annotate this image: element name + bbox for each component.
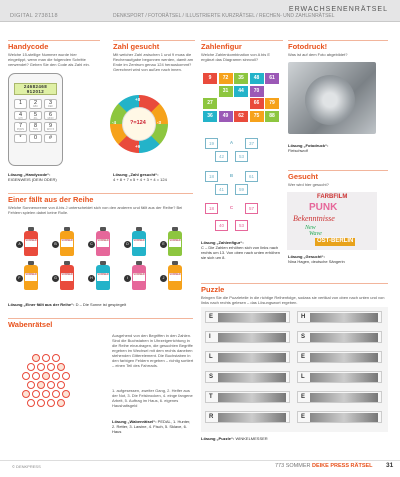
screen-line: 912012 [26, 89, 45, 95]
key: 0 [29, 134, 42, 144]
puzzle-letter: E [209, 314, 214, 320]
bottle-label: SOMMER [25, 273, 37, 281]
collage-word: OST-BERLIN [317, 238, 354, 244]
option-cell: 61 [245, 171, 258, 182]
option-cell: 53 [235, 220, 248, 231]
puzzle-letter: T [209, 394, 213, 400]
puzzle-solution: Lösung „Puzzle“: WINKELMESSER [201, 436, 268, 441]
bottle-letter: B [52, 241, 59, 248]
number-cell: 75 [250, 111, 264, 122]
handycode-solution: Lösung „Handycode“: EIGENWEIS (DEIN ODER) [8, 172, 57, 182]
puzzle-image [218, 333, 286, 342]
number-cell: 72 [219, 73, 233, 84]
einer-title: Einer fällt aus der Reihe [8, 195, 94, 204]
bottle-label: SOMMER [97, 273, 109, 281]
honeycomb-cell [47, 381, 55, 389]
puzzle-letter: I [209, 334, 211, 340]
number-cell: 31 [219, 86, 233, 97]
key: 9 WXYZ [44, 122, 57, 132]
bottle-letter: E [160, 241, 167, 248]
bottle-letter: C [88, 241, 95, 248]
honeycomb-cell [57, 363, 65, 371]
puzzle-piece [205, 391, 290, 403]
honeycomb-cell [62, 390, 70, 398]
bottle-label: SOMMER [169, 273, 181, 281]
number-cell: 36 [203, 111, 217, 122]
collage-area [287, 192, 377, 250]
number-cell: 62 [234, 111, 248, 122]
number-figure-grid [203, 73, 281, 122]
puzzle-image [310, 413, 378, 422]
handycode-text: Welche 15-stellige Nummer wurde hier eingetippt, wenn man die folgenden Schritte verwendet? Geben Sie den Code als Zahl ein. [8, 52, 90, 67]
gesucht-text: Wer wird hier gesucht? [288, 182, 329, 187]
fotodruck-solution: Lösung „Fotodruck“: Fleischwolf [288, 143, 329, 153]
honeycomb-cell [57, 381, 65, 389]
number-cell [234, 98, 248, 109]
option-cell: 41 [215, 184, 228, 195]
bottle-label: SOMMER [133, 273, 145, 281]
key: 6 MNO [44, 111, 57, 121]
number-cell: 79 [265, 98, 279, 109]
gesucht-title: Gesucht [288, 172, 319, 181]
phone-keypad [14, 99, 57, 143]
puzzle-letter: E [301, 394, 306, 400]
bottle-letter: G [52, 275, 59, 282]
wheel-center-text: ?=124 [130, 120, 146, 126]
puzzle-text: Bringen Sie die Puzzleteile in die richtige Reihenfolge, sodass sie vertikal von oben nach unten und von links nach rechts gelesen – das Lösungswort ergeben. [201, 295, 385, 305]
puzzle-letter: E [301, 414, 306, 420]
puzzle-image [310, 353, 378, 362]
honeycomb-cell [52, 372, 60, 380]
option-label: B [225, 171, 238, 182]
collage-word: FARBFILM [317, 194, 348, 200]
honeycomb-cell [57, 399, 65, 407]
key: 4 GHI [14, 111, 27, 121]
puzzle-pieces [201, 307, 388, 432]
honeycomb-cell [47, 363, 55, 371]
honeycomb-cell [52, 390, 60, 398]
puzzle-image [218, 413, 286, 422]
figure-options [205, 138, 275, 218]
waben-title: Wabenrätsel [8, 320, 53, 329]
fotodruck-title: Fotodruck! [288, 42, 328, 51]
bottle-letter: J [160, 275, 167, 282]
section-rule [288, 40, 388, 41]
honeycomb-cell [52, 354, 60, 362]
key: * [14, 134, 27, 144]
number-cell [219, 98, 233, 109]
puzzle-image [218, 373, 286, 382]
honeycomb-cell [42, 390, 50, 398]
number-cell: 61 [265, 73, 279, 84]
key: 7 PQRS [14, 122, 27, 132]
number-wheel [110, 95, 168, 153]
grinder-plate [305, 75, 355, 125]
puzzle-piece [297, 311, 382, 323]
puzzle-piece [205, 331, 290, 343]
footer-divider [0, 460, 400, 461]
zahlenfigur-text: Welche Zahlenkombination von A bis E ergänzt das Diagramm sinnvoll? [201, 52, 271, 62]
option-cell: 42 [215, 151, 228, 162]
key: 2 ABC [29, 99, 42, 109]
honeycomb-cell [32, 354, 40, 362]
handycode-title: Handycode [8, 42, 49, 51]
sunscreen-bottle [24, 231, 38, 256]
zahlenfigur-solution: Lösung „Zahlenfigur“: C – Die Zahlen erhöhen sich von links nach rechts um 13. Von oben nach unten erhöhen sie sich um 8. [201, 240, 280, 260]
puzzle-letter: S [301, 334, 306, 340]
sunscreen-bottle [132, 265, 146, 290]
sunscreen-bottles [8, 225, 193, 295]
honeycomb-cell [42, 372, 50, 380]
header-divider [0, 21, 400, 22]
puzzle-piece [205, 351, 290, 363]
wheel-op: -3 [157, 120, 162, 125]
puzzle-piece [297, 351, 382, 363]
sunscreen-bottle [24, 265, 38, 290]
waben-hint: 1. aufgesessen, zweiter Gang, 2. Helfer aus der Not, 3. Die Felsbrocken, 4. einge fangene Arbeit, 5. Auftrag im Haus, 6. eigenes Haushaltsgeld [112, 388, 193, 408]
page-number: 31 [386, 462, 394, 469]
honeycomb-cell [22, 372, 30, 380]
honeycomb-cell [22, 390, 30, 398]
puzzle-title: Puzzle [201, 285, 225, 294]
collage-word: Wave [309, 231, 322, 237]
footer-publication: 773 SOMMER DEIKE PRESS RÄTSEL [275, 463, 373, 469]
zahlenfigur-title: Zahlenfigur [201, 42, 242, 51]
option-cell: 18 [205, 171, 218, 182]
honeycomb-cell [27, 381, 35, 389]
puzzle-piece [297, 391, 382, 403]
number-cell: 49 [219, 111, 233, 122]
honeycomb-cell [47, 399, 55, 407]
fotodruck-text: Was ist auf dem Foto abgebildet? [288, 52, 348, 57]
collage-word: Bekenntnisse [293, 214, 335, 223]
zahl-solution: Lösung „Zahl gesucht“: 4 + 8 + 7 x 5 + 4 + 3 + 4 = 124 [113, 172, 167, 182]
puzzle-letter: R [209, 414, 214, 420]
phone-screen [14, 83, 57, 95]
section-rule [201, 40, 283, 41]
section-rule [8, 318, 193, 319]
footer-copyright: © DENKPRESS [12, 464, 41, 469]
puzzle-piece [297, 411, 382, 423]
zahl-text: Mit welcher Zahl zwischen 1 und 9 muss die Rechenaufgabe begonnen werden, damit am Ende im Zentrum genau 124 herauskommt? Gerechnet wird von außen nach innen. [113, 52, 194, 72]
bottle-label: SOMMER [97, 239, 109, 247]
bottle-label: SOMMER [25, 239, 37, 247]
puzzle-image [218, 393, 286, 402]
option-label: A [225, 138, 238, 149]
key: 5 JKL [29, 111, 42, 121]
puzzle-piece [205, 311, 290, 323]
number-cell [265, 86, 279, 97]
option-cell: 18 [205, 203, 218, 214]
key: 1 [14, 99, 27, 109]
honeycomb-cell [27, 399, 35, 407]
puzzle-letter: S [209, 374, 214, 380]
sunscreen-bottle [168, 231, 182, 256]
number-cell: 35 [234, 73, 248, 84]
gesucht-solution: Lösung „Gesucht“: Nina Hagen, deutsche Sängerin [288, 254, 345, 264]
puzzle-image [218, 353, 286, 362]
sunscreen-bottle [96, 231, 110, 256]
section-rule [201, 283, 388, 284]
puzzle-image [310, 373, 378, 382]
section-rule [8, 40, 100, 41]
bottle-label: SOMMER [61, 273, 73, 281]
section-rule [113, 40, 195, 41]
honeycomb-cell [37, 363, 45, 371]
puzzle-piece [205, 411, 290, 423]
bottle-label: SOMMER [61, 239, 73, 247]
puzzle-letter: E [301, 354, 306, 360]
phone-illustration [8, 73, 63, 166]
puzzle-piece [205, 371, 290, 383]
header-category: DENKSPORT / FOTORÄTSEL / ILLUSTRIERTE KURZRÄTSEL / RECHEN- UND ZAHLENRÄTSEL [113, 13, 335, 19]
wheel-op: +9 [135, 144, 141, 149]
option-label: C [225, 203, 238, 214]
honeycomb-cell [37, 399, 45, 407]
screen-line: 24682468 [23, 84, 48, 89]
sunscreen-bottle [60, 231, 74, 256]
bottle-letter: F [16, 275, 23, 282]
wheel-center [122, 107, 156, 141]
option-cell: 53 [235, 151, 248, 162]
option-cell: 37 [245, 138, 258, 149]
einer-solution: Lösung „Einer fällt aus der Reihe“: D – Die Sonne ist gespiegelt [8, 302, 127, 307]
honeycomb-cell [37, 381, 45, 389]
sunscreen-bottle [60, 265, 74, 290]
key: 8 TUV [29, 122, 42, 132]
number-cell: 44 [234, 86, 248, 97]
puzzle-image [310, 393, 378, 402]
bottle-letter: D [124, 241, 131, 248]
collage-word: New [305, 225, 316, 231]
honeycomb-cell [27, 363, 35, 371]
sunscreen-bottle [132, 231, 146, 256]
number-cell [203, 86, 217, 97]
puzzle-letter: L [301, 374, 305, 380]
number-cell: 88 [265, 111, 279, 122]
bottle-letter: H [88, 275, 95, 282]
number-cell: 48 [250, 73, 264, 84]
honeycomb-grid [14, 354, 92, 418]
honeycomb-cell [32, 372, 40, 380]
bottle-label: SOMMER [169, 239, 181, 247]
number-cell: 9 [203, 73, 217, 84]
key: # [44, 134, 57, 144]
waben-text: Ausgehend von den Begriffen in den Zahlen. Sind die Buchstaben in Uhrzeigerrichtung in die Reihe einzutragen, die gesuchten Begriffe ergeben im Wechsel mit dem rechts daneben stehenden Gitterelement. Die Buchstaben in den farbigen Feldern ergeben – richtig sortiert – einen Teil des Fahrrads. [112, 333, 194, 368]
bottle-label: SOMMER [133, 239, 145, 247]
option-cell: 19 [205, 138, 218, 149]
section-rule [8, 193, 193, 194]
header-title: ERWACHSENENRÄTSEL [288, 6, 388, 13]
header-code: DIGITAL 2738118 [10, 13, 58, 19]
key: 3 DEF [44, 99, 57, 109]
option-cell: 59 [235, 184, 248, 195]
puzzle-letter: H [301, 314, 306, 320]
wheel-op: +8 [135, 97, 141, 102]
puzzle-image [310, 313, 378, 322]
honeycomb-cell [32, 390, 40, 398]
puzzle-letter: L [209, 354, 213, 360]
waben-solution: Lösung „Wabenrätsel“: PEDAL, 1. Hunter, 2. Retter, 3. Lawine, 4. Fisch, 5. Sklave, 6. Haus [112, 419, 191, 434]
zahl-title: Zahl gesucht [113, 42, 160, 51]
puzzle-image [218, 313, 286, 322]
collage-word: PUNK [309, 202, 338, 213]
number-cell: 70 [250, 86, 264, 97]
option-cell: 40 [215, 220, 228, 231]
bottle-letter: A [16, 241, 23, 248]
number-cell: 27 [203, 98, 217, 109]
honeycomb-cell [42, 354, 50, 362]
honeycomb-cell [62, 372, 70, 380]
bottle-letter: I [124, 275, 131, 282]
puzzle-image [310, 333, 378, 342]
option-cell: 57 [245, 203, 258, 214]
puzzle-piece [297, 331, 382, 343]
sunscreen-bottle [96, 265, 110, 290]
einer-text: Welche Sonnencreme von A bis J unterscheidet sich von den anderen und fällt aus der Reihe? Bei Fehlern spielen dabei keine Rolle. [8, 205, 183, 215]
number-cell: 66 [250, 98, 264, 109]
wheel-op: ·4 [112, 120, 117, 125]
sunscreen-bottle [168, 265, 182, 290]
section-rule [288, 170, 388, 171]
puzzle-piece [297, 371, 382, 383]
